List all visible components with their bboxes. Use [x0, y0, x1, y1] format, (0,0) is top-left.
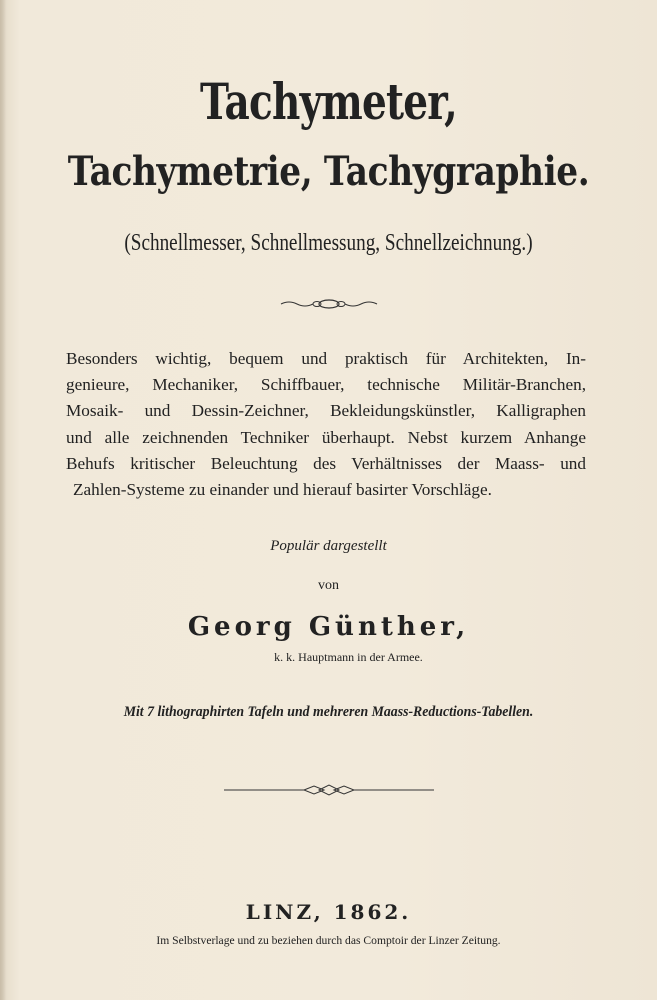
- description-line: und alle zeichnenden Techniker überhaupt. Nebst kurzem Anhange: [66, 427, 586, 447]
- subtitle: (Schnellmesser, Schnellmessung, Schnellzeichnung.): [124, 230, 533, 256]
- description-line: genieure, Mechaniker, Schiffbauer, technische Militär-Branchen,: [66, 375, 586, 395]
- author-name: Georg Günther,: [187, 612, 470, 642]
- popular-label: Populär dargestellt: [270, 538, 387, 554]
- description-line: Behufs kritischer Beleuchtung des Verhältnisses der Maass- und: [66, 453, 586, 473]
- von-label: von: [318, 578, 339, 593]
- flourish-icon: [279, 297, 379, 311]
- plates-note: Mit 7 lithographirten Tafeln und mehreren Maass-Reductions-Tabellen.: [123, 704, 534, 720]
- rule-ornament-icon: [224, 783, 434, 797]
- ornament-divider-top: [0, 296, 657, 315]
- author-rank: k. k. Hauptmann in der Armee.: [274, 650, 423, 664]
- main-title-line-2: Tachymetrie, Tachygraphie.: [67, 148, 590, 195]
- description-paragraph: [66, 346, 586, 503]
- description-line: Mosaik- und Dessin-Zeichner, Bekleidungskünstler, Kalligraphen: [66, 401, 586, 421]
- description-line: Zahlen-Systeme zu einander und hierauf basirter Vorschläge.: [73, 480, 492, 500]
- description-line: Besonders wichtig, bequem und praktisch für Architekten, In-: [66, 349, 586, 368]
- city-year: LINZ, 1862.: [245, 900, 412, 924]
- main-title-line-1: Tachymeter,: [200, 72, 457, 131]
- ornament-divider-bottom: [0, 782, 657, 801]
- publisher-line: Im Selbstverlage und zu beziehen durch das Comptoir der Linzer Zeitung.: [156, 934, 501, 947]
